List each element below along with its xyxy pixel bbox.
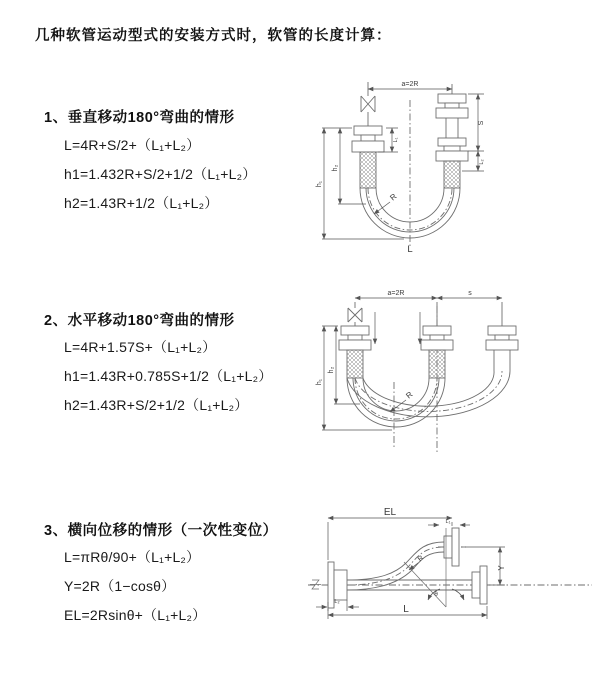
hose-drawing	[352, 82, 468, 248]
formula-line: L=4R+1.57S+（L₁+L₂）	[64, 339, 217, 355]
section-2-formulas	[64, 333, 272, 420]
formula-line: h2=1.43R+S/2+1/2（L₁+L₂）	[64, 397, 249, 413]
dim-label-h1: h₁	[316, 180, 323, 188]
right-flange-top	[436, 94, 468, 118]
formula-line: h1=1.43R+0.785S+1/2（L₁+L₂）	[64, 368, 273, 384]
hose-inner-wall	[363, 371, 494, 406]
dimension-lines	[316, 518, 505, 619]
braided-section	[429, 350, 445, 378]
right-flange	[486, 326, 518, 350]
diagram-lateral-displacement	[300, 496, 598, 658]
hose-drawing	[308, 528, 592, 608]
pipe-walls	[494, 350, 510, 371]
formula-line: L=4R+S/2+（L₁+L₂）	[64, 137, 201, 153]
dim-label-l1: L₁	[445, 519, 451, 525]
diagram-vertical-180-bend	[308, 76, 560, 254]
middle-flange	[421, 326, 453, 350]
formula-line: h2=1.43R+1/2（L₁+L₂）	[64, 195, 219, 211]
braided-section	[347, 350, 363, 378]
length-label: L	[403, 604, 409, 615]
dim-label-s: s	[468, 290, 472, 297]
length-label: L	[407, 244, 413, 254]
page-title: 几种软管运动型式的安装方式时，软管的长度计算：	[35, 28, 392, 44]
valve-icon	[361, 96, 375, 112]
dim-label-s: S	[478, 120, 485, 126]
dim-label-l2: L₂	[479, 159, 485, 165]
section-1-heading: 1、垂直移动180°弯曲的情形	[44, 110, 235, 126]
dim-label-a2r: a=2R	[387, 290, 405, 297]
section-3-heading: 3、横向位移的情形（一次性变位）	[44, 523, 278, 539]
diagram-horizontal-180-bend	[312, 286, 570, 458]
formula-line: L=πRθ/90+（L₁+L₂）	[64, 549, 201, 565]
hose-outer-wall	[347, 378, 445, 427]
right-flange	[472, 566, 487, 604]
section-1-formulas	[64, 131, 256, 218]
dim-label-h2: h₂	[332, 164, 339, 172]
valve-icon	[348, 308, 362, 322]
angle-label: θ	[434, 591, 438, 598]
dim-label-l1: L₁	[393, 137, 399, 143]
section-3-formulas	[64, 543, 206, 630]
dim-label-el: EL	[383, 507, 397, 518]
dim-label-h1: h₁	[316, 378, 323, 386]
dim-label-a2r: a=2R	[401, 81, 419, 88]
hose-outer-wall	[347, 371, 510, 417]
hose-drawing	[339, 302, 518, 454]
formula-line: EL=2Rsinθ+（L₁+L₂）	[64, 607, 207, 623]
radius-label: R	[416, 554, 426, 564]
left-flange	[339, 326, 371, 350]
formula-line: h1=1.432R+S/2+1/2（L₁+L₂）	[64, 166, 257, 182]
braided-section	[360, 152, 376, 188]
dim-label-y: Y	[497, 565, 506, 571]
datum-mark	[310, 580, 321, 589]
left-flange	[352, 126, 384, 152]
radius-label: R	[404, 389, 415, 401]
formula-line: Y=2R（1−cosθ）	[64, 578, 176, 594]
braided-section	[444, 161, 460, 188]
pipe-walls	[446, 118, 458, 138]
dim-label-h2: h₂	[328, 366, 335, 374]
hose-wall	[347, 542, 444, 580]
dim-label-l2: L₂	[334, 599, 340, 605]
section-2-heading: 2、水平移动180°弯曲的情形	[44, 313, 235, 329]
right-flange-lower	[436, 138, 468, 161]
radius-label: R	[388, 191, 399, 203]
